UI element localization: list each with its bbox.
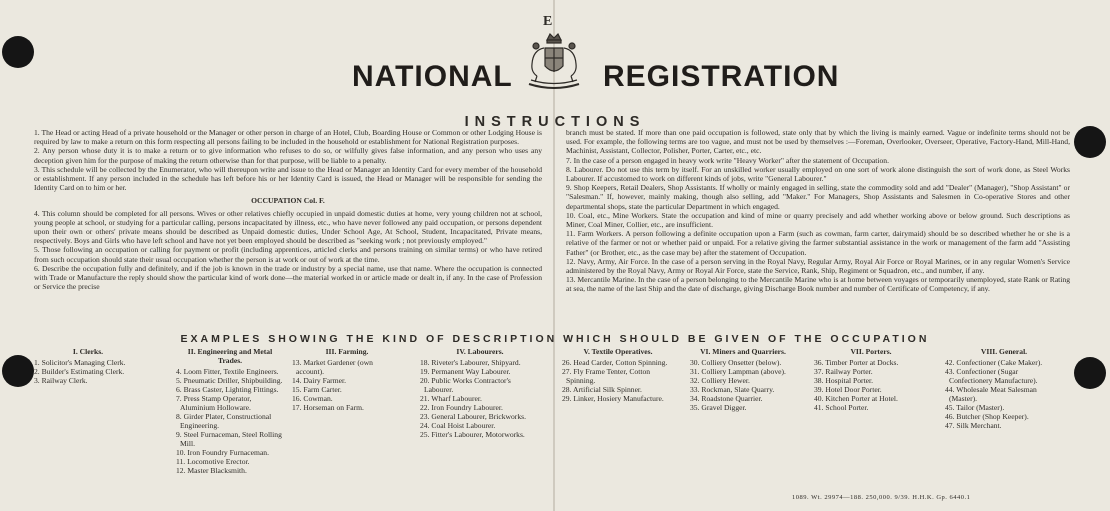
instruction-paragraph: 1. The Head or acting Head of a private household or the Manager or other person in charge of an Hotel, Club, Boarding House or Common or other Lodging House is required by law to make a return on this form respecting all persons failing to be included in the household or establishment for National Registration purposes. [34,128,542,147]
example-occupation: 47. Silk Merchant. [945,421,1002,430]
example-occupation: 19. Permanent Way Labourer. [420,367,511,376]
instruction-paragraph: 2. Any person whose duty it is to make a return or to give information who refuses to do so, or wilfully gives false information, and any person who uses any deception given him for the purpose of making the return otherwise than for that purpose, will be liable to a penalty. [34,146,542,165]
instruction-paragraph: 9. Shop Keepers, Retail Dealers, Shop Assistants. If wholly or mainly engaged in selling, state the commodity sold and add "Dealer" (Manager), "Shop Assistant" or "Salesman." If, however, mainly making, though also selling, add "Maker." For Managers, Shop Assistants and Salesmen in Co-operative Stores and other departmental shops, state the particular Department in which engaged. [566,183,1070,211]
example-group-heading: VII. Porters. [850,347,892,356]
example-group [562,347,674,403]
example-occupation: 5. Pneumatic Driller, Shipbuilding. [176,376,283,385]
section-heading: OCCUPATION Col. F. [251,196,325,206]
instruction-paragraph: 5. Those following an occupation or calling for payment or profit (including apprentices, articled clerks and persons training on similar terms) or who have retired from such occupation should state their usual occupation whether the person is at work or out of work at the time. [34,245,542,264]
example-occupation: 4. Loom Fitter, Textile Engineers. [176,367,279,376]
title-national: NATIONAL [352,60,513,93]
example-occupation: 35. Gravel Digger. [690,403,747,412]
instruction-paragraph: 4. This column should be completed for all persons. Wives or other relatives chiefly occupied in unpaid domestic duties at home, very young children not at school, young people at school, or studying for a particular calling, persons incapacitated by illness, etc., who have never followed any paid occupation, or persons dependent upon their own or others' private means should be described as Unpaid domestic duties, Under School Age, At School, Student, Incapacitated, Private means, respectively. Boys and Girls who have left school and have not yet been employed should be described as "seeking work ; not previously employed." [34,208,542,246]
example-occupation: 26. Head Carder, Cotton Spinning. [562,358,668,367]
example-occupation: 25. Fitter's Labourer, Motorworks. [420,430,525,439]
example-group [176,347,284,475]
instruction-paragraph: 13. Mercantile Marine. In the case of a person belonging to the Mercantile Marine who is at home between voyages or temporarily unemployed, state Rank or Rating at sea, the name of the last Ship and the date of discharge, giving Discharge Book number and number of Certificate of Competency, if any. [566,275,1070,294]
punch-hole [1074,357,1106,389]
instruction-paragraph: 7. In the case of a person engaged in heavy work write "Heavy Worker" after the statement of Occupation. [566,155,889,165]
example-occupation: 15. Farm Carter. [292,385,342,394]
punch-hole [2,355,34,387]
example-group [292,347,402,412]
example-occupation: 31. Colliery Lampman (above). [690,367,786,376]
example-occupation: 10. Iron Foundry Furnaceman. [176,448,270,457]
example-occupation: 1. Solicitor's Managing Clerk. [34,358,126,367]
example-occupation: 46. Butcher (Shop Keeper). [945,412,1029,421]
example-group-heading: III. Farming. [325,347,369,356]
example-group [690,347,796,412]
instruction-paragraph: 10. Coal, etc., Mine Workers. State the occupation and kind of mine or quarry precisely and add whether working above or below ground. Such descriptions as Miner, Coal Miner, Collier, etc., are insufficient. [566,210,1070,230]
royal-coat-of-arms-icon [523,30,585,96]
example-occupation: 9. Steel Furnaceman, Steel Rolling Mill. [176,430,282,448]
instruction-paragraph: 12. Navy, Army, Air Force. In the case of a person serving in the Royal Navy, Regular Army, Royal Air Force or Royal Marines, or in any regular Women's Service administered by the Royal Navy, Army or Royal Air Force, state the Service, Rank, Ship, Regiment or Squadron, etc., and number, if any. [566,256,1070,276]
example-occupation: 18. Riveter's Labourer, Shipyard. [420,358,521,367]
examples-heading: EXAMPLES SHOWING THE KIND OF DESCRIPTION WHICH SHOULD BE GIVEN OF THE OCCUPATION [180,333,930,345]
example-occupation: 20. Public Works Contractor's Labourer. [420,376,511,394]
example-occupation: 14. Dairy Farmer. [292,376,346,385]
example-occupation: 37. Railway Porter. [814,367,873,376]
example-occupation: 21. Wharf Labourer. [420,394,482,403]
example-occupation: 44. Wholesale Meat Salesman (Master). [945,385,1037,403]
example-occupation: 43. Confectioner (Sugar Confectionery Manufacture). [945,367,1038,385]
example-occupation: 36. Timber Porter at Docks. [814,358,899,367]
example-occupation: 42. Confectioner (Cake Maker). [945,358,1043,367]
example-occupation: 45. Tailor (Master). [945,403,1005,412]
instruction-paragraph: branch must be stated. If more than one paid occupation is followed, state only that by which the living is mainly earned. Vague or indefinite terms should not be used. For example, the following terms are too vague, and must not be used by themselves :—Foreman, Overlooker, Overseer, Operative, Factory-Hand, Mill-Hand, Machinist, Assistant, Collector, Polisher, Porter, Carter, etc., etc. [566,128,1070,156]
example-occupation: 17. Horseman on Farm. [292,403,364,412]
example-occupation: 2. Builder's Estimating Clerk. [34,367,125,376]
example-group [420,347,540,439]
instruction-paragraph: 8. Labourer. Do not use this term by itself. For an unskilled worker usually employed on one sort of work alone distinguish the sort of work done, as Steel Works Labourer. If accustomed to work on different kinds of jobs, write "General Labourer." [566,164,1070,184]
print-code-footer: 1089. Wt. 29974—188. 250,000. 9/39. H.H.K. Gp. 6440.1 [792,494,971,501]
instructions-heading: INSTRUCTIONS [464,114,646,130]
example-occupation: 12. Master Blacksmith. [176,466,247,475]
example-occupation: 22. Iron Foundry Labourer. [420,403,503,412]
example-group [34,347,142,385]
example-group-heading: IV. Labourers. [456,347,504,356]
punch-hole [2,36,34,68]
form-letter: E [543,14,553,29]
instruction-paragraph: 11. Farm Workers. A person following a definite occupation upon a Farm (such as cowman, farm carter, dairymaid) should be so described whether he or she is a relative of the farmer or not or whether paid or unpaid. For a relative giving the farmer substantial assistance in the work or management of the farm add "Assisting Father" (or Brother, etc., as the case may be) after the statement of Occupation. [566,229,1070,257]
example-occupation: 29. Linker, Hosiery Manufacture. [562,394,664,403]
example-occupation: 41. School Porter. [814,403,869,412]
instruction-paragraph: 6. Describe the occupation fully and definitely, and if the job is known in the trade or industry by a special name, use that name. Where the occupation is connected with Trade or Manufacture the reply should show the particular kind of work done—the material worked in or article made or dealt in, if any. In the case of Profession or Service the precise [34,263,542,292]
example-occupation: 33. Rockman, Slate Quarry. [690,385,775,394]
example-occupation: 34. Roadstone Quarrier. [690,394,763,403]
example-group-heading: I. Clerks. [72,347,104,356]
example-occupation: 6. Brass Caster, Lighting Fittings. [176,385,279,394]
example-occupation: 40. Kitchen Porter at Hotel. [814,394,898,403]
example-occupation: 3. Railway Clerk. [34,376,88,385]
example-occupation: 27. Fly Frame Tenter, Cotton Spinning. [562,367,651,385]
instructions-right-column [566,128,1070,294]
example-occupation: 8. Girder Plater, Constructional Engineering. [176,412,272,430]
example-occupation: 7. Press Stamp Operator, Aluminium Holloware. [176,394,252,412]
example-occupation: 23. General Labourer, Brickworks. [420,412,526,421]
example-group-heading: VIII. General. [980,347,1028,356]
example-group [814,347,928,412]
example-occupation: 32. Colliery Hewer. [690,376,750,385]
punch-hole [1074,126,1106,158]
example-occupation: 16. Cowman. [292,394,333,403]
example-occupation: 24. Coal Hoist Labourer. [420,421,496,430]
example-group-heading: VI. Miners and Quarriers. [700,347,786,356]
title-registration: REGISTRATION [603,60,840,93]
example-occupation: 11. Locomotive Erector. [176,457,250,466]
example-group-heading: II. Engineering and Metal Trades. [187,347,273,365]
example-group-heading: V. Textile Operatives. [583,347,653,356]
example-occupation: 38. Hospital Porter. [814,376,874,385]
instruction-paragraph: 3. This schedule will be collected by the Enumerator, who will thereupon write and issue to the Head or Manager an Identity Card for every member of the household or establishment. If any person included in the schedule has left before his or her Identity Card is issued, the Head or Manager will be responsible for sending the Identity Card on to him or her. [34,164,542,193]
example-occupation: 13. Market Gardener (own account). [292,358,373,376]
example-occupation: 30. Colliery Onsetter (below). [690,358,782,367]
example-occupation: 39. Hotel Door Porter. [814,385,882,394]
example-group [945,347,1063,430]
example-occupation: 28. Artificial Silk Spinner. [562,385,642,394]
instructions-left-column [34,128,542,291]
